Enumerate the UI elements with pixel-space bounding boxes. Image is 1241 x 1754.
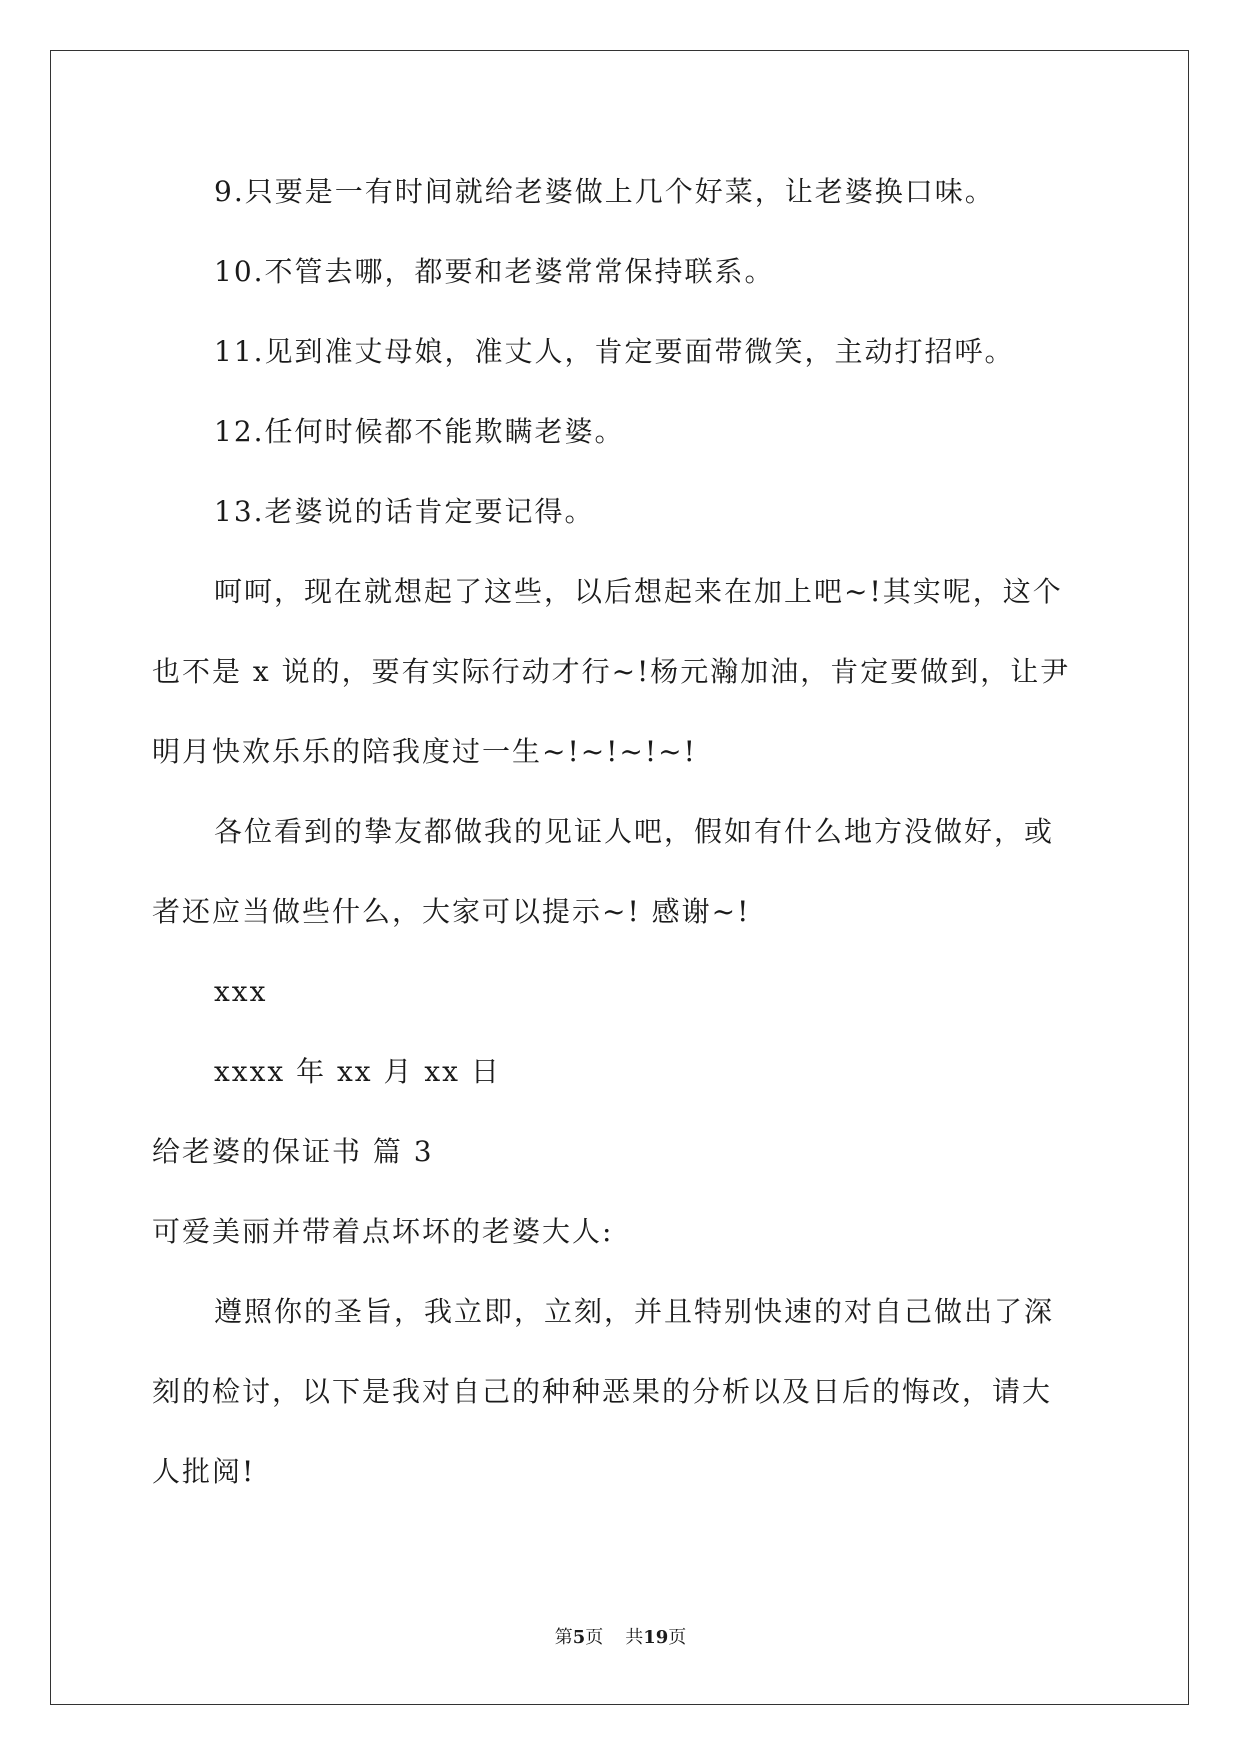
section-title: 给老婆的保证书 篇 3 xyxy=(152,1135,434,1168)
signature-name: xxx xyxy=(214,975,268,1008)
paragraph-line: 刻的检讨，以下是我对自己的种种恶果的分析以及日后的悔改，请大 xyxy=(152,1375,1053,1408)
signature-date: xxxx 年 xx 月 xx 日 xyxy=(214,1055,501,1088)
paragraph-line: 呵呵，现在就想起了这些，以后想起来在加上吧~!其实呢，这个 xyxy=(214,575,1063,608)
paragraph-line: 者还应当做些什么，大家可以提示~! 感谢~! xyxy=(152,895,751,928)
total-suffix: 页 xyxy=(668,1627,687,1648)
list-item-9: 9.只要是一有时间就给老婆做上几个好菜，让老婆换口味。 xyxy=(214,175,995,208)
page-suffix: 页 xyxy=(585,1627,604,1648)
list-item-10: 10.不管去哪，都要和老婆常常保持联系。 xyxy=(214,255,775,288)
total-pages: 19 xyxy=(643,1627,669,1648)
paragraph-line: 也不是 x 说的，要有实际行动才行~!杨元瀚加油，肯定要做到，让尹 xyxy=(152,655,1071,688)
page-footer xyxy=(0,1626,1241,1650)
page-number: 5 xyxy=(572,1627,586,1648)
paragraph-line: 遵照你的圣旨，我立即，立刻，并且特别快速的对自己做出了深 xyxy=(214,1295,1055,1328)
list-item-12: 12.任何时候都不能欺瞒老婆。 xyxy=(214,415,625,448)
paragraph-line: 人批阅! xyxy=(152,1455,256,1488)
list-item-13: 13.老婆说的话肯定要记得。 xyxy=(214,495,595,528)
total-prefix: 共 xyxy=(625,1627,644,1648)
list-item-11: 11.见到准丈母娘，准丈人，肯定要面带微笑，主动打招呼。 xyxy=(214,335,1015,368)
page-prefix: 第 xyxy=(554,1627,573,1648)
paragraph-line: 明月快欢乐乐的陪我度过一生~!~!~!~! xyxy=(152,735,697,768)
salutation: 可爱美丽并带着点坏坏的老婆大人: xyxy=(152,1215,614,1248)
paragraph-line: 各位看到的挚友都做我的见证人吧，假如有什么地方没做好，或 xyxy=(214,815,1055,848)
